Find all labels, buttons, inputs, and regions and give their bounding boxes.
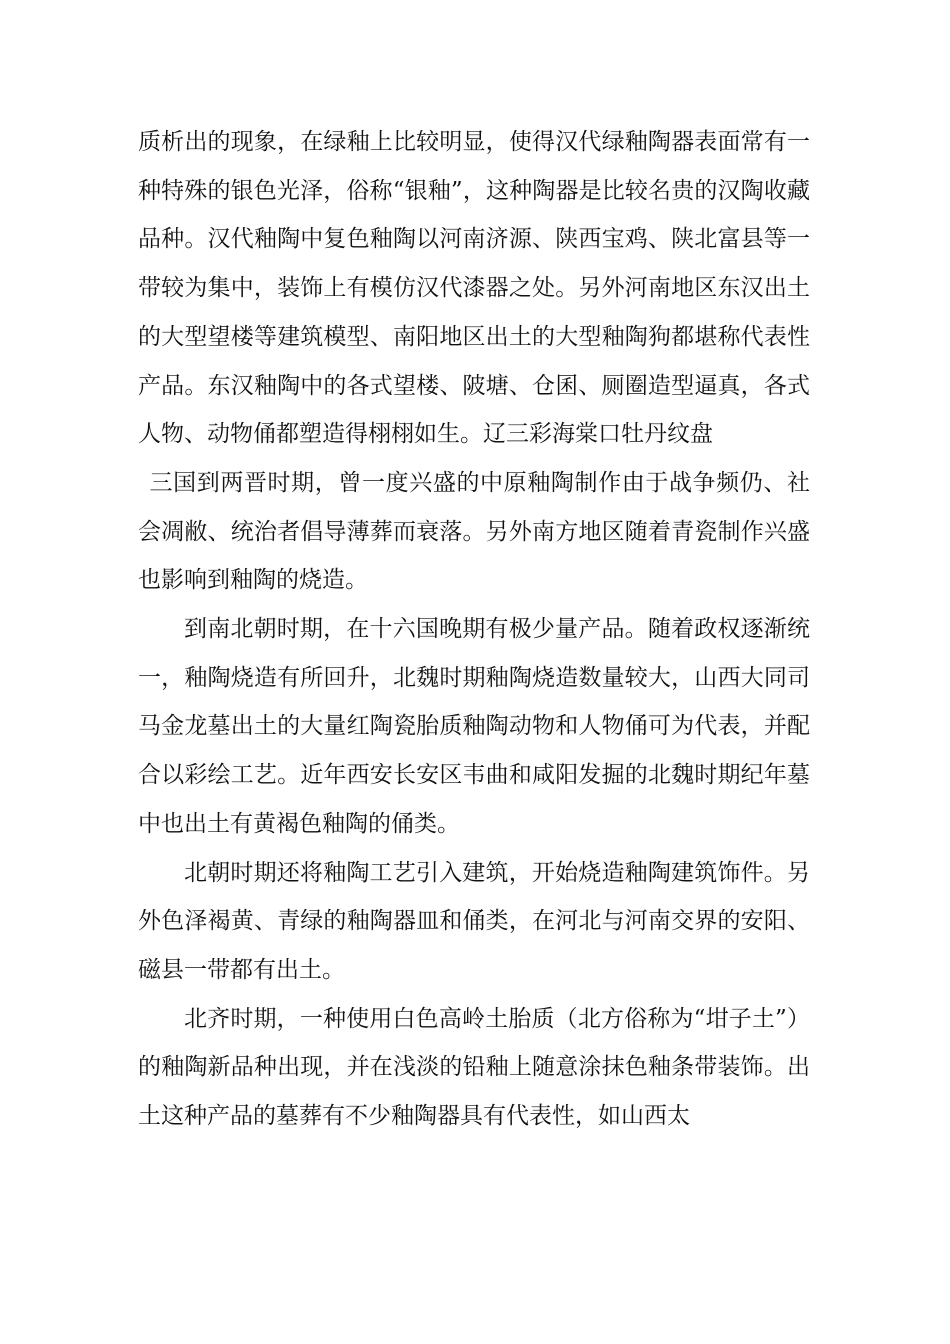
- paragraph-3: 到南北朝时期，在十六国晚期有极少量产品。随着政权逐渐统一，釉陶烧造有所回升，北魏时期釉陶烧造数量较大，山西大同司马金龙墓出土的大量红陶瓷胎质釉陶动物和人物俑可为代表，并配合以彩绘工艺。近年西安长安区韦曲和咸阳发掘的北魏时期纪年墓中也出土有黄褐色釉陶的俑类。: [138, 616, 810, 837]
- paragraph-1: 质析出的现象，在绿釉上比较明显，使得汉代绿釉陶器表面常有一种特殊的银色光泽，俗称“银釉”，这种陶器是比较名贵的汉陶收藏品种。汉代釉陶中复色釉陶以河南济源、陕西宝鸡、陕北富县等一带较为集中，装饰上有模仿汉代漆器之处。另外河南地区东汉出土的大型望楼等建筑模型、南阳地区出土的大型釉陶狗都堪称代表性产品。东汉釉陶中的各式望楼、陂塘、仓囷、厕圈造型逼真，各式人物、动物俑都塑造得栩栩如生。辽三彩海棠口牡丹纹盘: [138, 129, 810, 448]
- paragraph-4: 北朝时期还将釉陶工艺引入建筑，开始烧造釉陶建筑饰件。另外色泽褐黄、青绿的釉陶器皿和俑类，在河北与河南交界的安阳、磁县一带都有出土。: [138, 859, 810, 983]
- paragraph-5: 北齐时期，一种使用白色高岭土胎质（北方俗称为“坩子土”）的釉陶新品种出现，并在浅淡的铅釉上随意涂抹色釉条带装饰。出土这种产品的墓葬有不少釉陶器具有代表性，如山西太: [138, 1005, 810, 1130]
- paragraph-2: 三国到两晋时期，曾一度兴盛的中原釉陶制作由于战争频仍、社会凋敝、统治者倡导薄葬而衰落。另外南方地区随着青瓷制作兴盛也影响到釉陶的烧造。: [138, 469, 810, 594]
- document-body: [138, 118, 810, 1141]
